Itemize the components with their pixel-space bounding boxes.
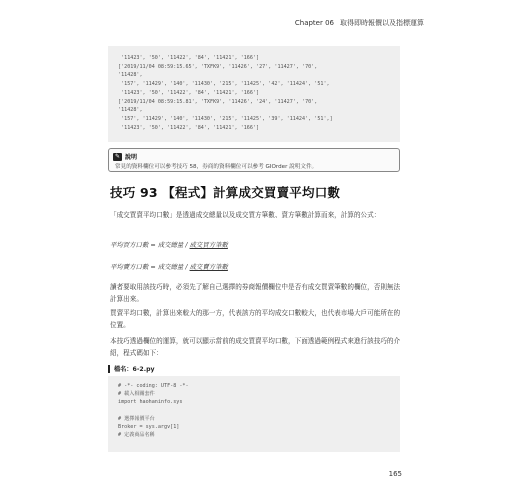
code-output-block <box>108 46 400 142</box>
code-line: '11428', <box>118 72 143 79</box>
pencil-icon: ✎ <box>114 152 121 160</box>
code-line: # 選擇報價平台 <box>118 415 155 422</box>
code-line: # -*- coding: UTF-8 -*- <box>118 383 189 389</box>
listing-label <box>108 364 155 373</box>
chapter-label: Chapter 06 <box>294 19 334 27</box>
formula-sell-right: 成交賣方筆數 <box>189 263 228 271</box>
note-label: 說明 <box>125 154 138 161</box>
formula-sell-left: 平均賣方口數 = 成交總量 / <box>110 263 190 271</box>
listing-bar-icon <box>108 365 110 373</box>
page-number: 165 <box>388 470 402 478</box>
note-header <box>113 152 137 161</box>
code-line <box>118 407 390 415</box>
formula-sell <box>110 262 228 271</box>
code-line: '157', '11429', '140', '11430', '215', '11425', '42', '11424', '51', <box>118 81 330 88</box>
code-line: ['2019/11/04 08:59:15.81', 'TXFK9', '11426', '24', '11427', '70', <box>118 98 318 105</box>
paragraph-explain: 買賣平均口數，計算出來較大的那一方，代表該方的平均成交口數較大，也代表市場大戶可能所在的位置。 <box>110 309 401 329</box>
paragraph-broker: 讀者要取用該技巧時，必須先了解自己選擇的券商報價欄位中是否有成交買賣筆數的欄位，否則無法計算出來。 <box>110 283 401 303</box>
note-box <box>108 148 400 172</box>
paragraph-intro: 「成交買賣平均口數」是透過成交總量以及成交買方筆數、賣方筆數計算而來，計算的公式： <box>110 211 381 219</box>
code-line: '11423', '50', '11422', '84', '11421', '166'] <box>118 89 260 96</box>
chapter-title: 取得即時報價以及指標運算 <box>340 19 424 27</box>
running-header <box>295 18 424 28</box>
code-listing <box>108 376 400 452</box>
listing-filename: 檔名：6-2.py <box>114 366 155 373</box>
code-line: # 定義商品名稱 <box>118 432 155 439</box>
section-title: 技巧 93 【程式】計算成交買賣平均口數 <box>110 185 341 200</box>
note-text: 常見的資料欄位可以參考技巧 58，券商的資料欄位可以參考 GIOrder 說明文件。 <box>115 164 318 170</box>
code-line: Broker = sys.argv[1] <box>118 424 180 431</box>
code-line: '11423', '50', '11422', '84', '11421', '166'] <box>118 55 260 61</box>
paragraph-example: 本技巧透過欄位的運算，就可以顯示當前的成交買賣平均口數，下面透過範例程式來進行該技巧的介紹，程式碼如下： <box>110 337 401 357</box>
code-line: ['2019/11/04 08:59:15.65', 'TXFK9', '11426', '27', '11427', '70', <box>118 63 318 70</box>
code-line: '11428', <box>118 107 143 114</box>
formula-buy-right: 成交買方筆數 <box>189 241 228 249</box>
formula-buy-left: 平均買方口數 = 成交總量 / <box>110 241 190 249</box>
code-line: import haohaninfo.sys <box>118 399 183 406</box>
code-line: '11423', '50', '11422', '84', '11421', '166'] <box>118 124 260 131</box>
code-line: # 載入相關套件 <box>118 391 155 398</box>
code-line: '157', '11429', '140', '11430', '215', '11425', '39', '11424', '51',] <box>118 115 333 122</box>
formula-buy <box>110 240 228 249</box>
